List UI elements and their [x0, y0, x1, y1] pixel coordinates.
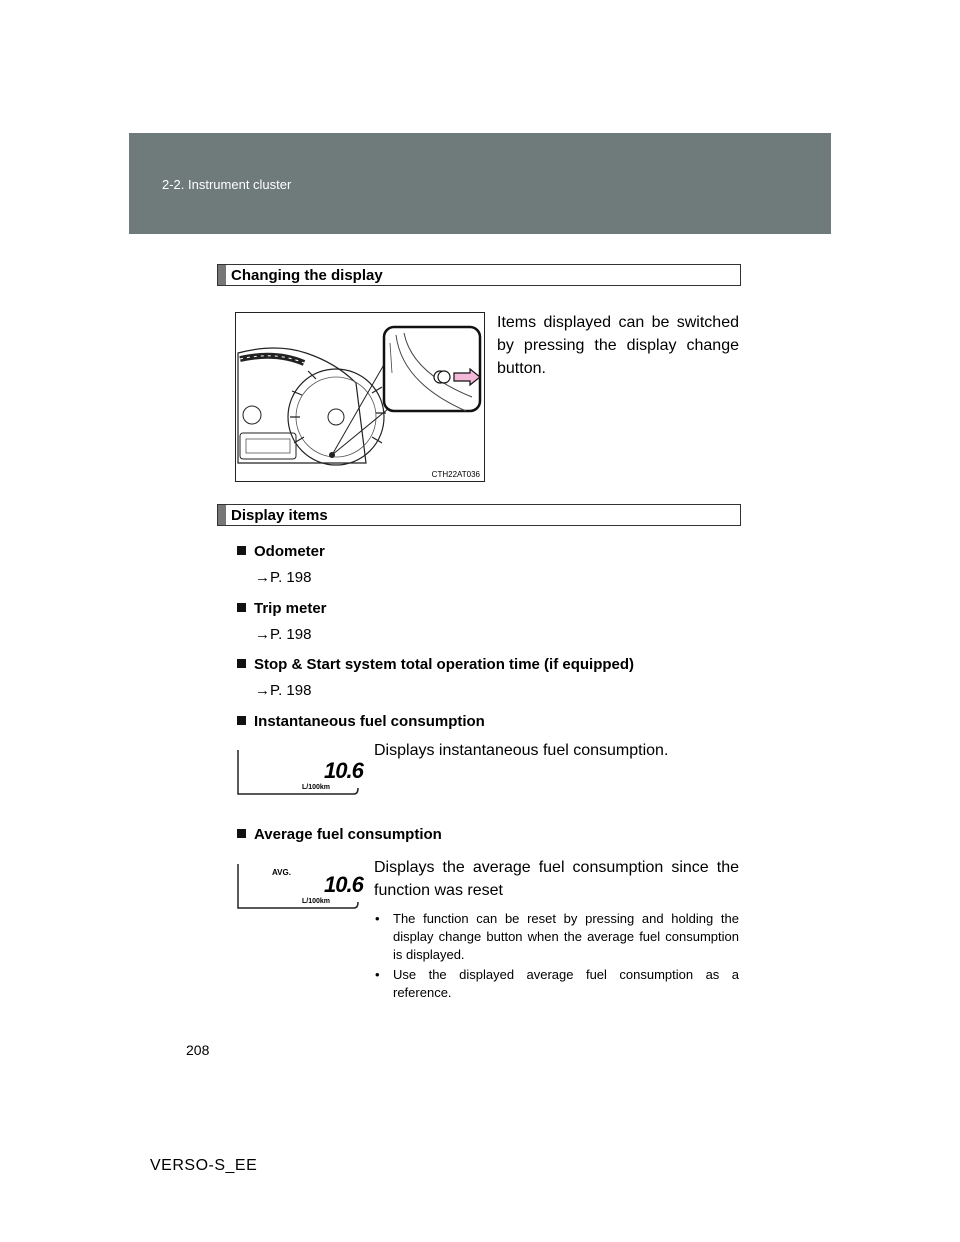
square-bullet-icon: [237, 829, 246, 838]
arrow-icon: →: [255, 626, 270, 643]
chapter-header: [129, 133, 831, 234]
lcd-unit: L/100km: [302, 784, 331, 791]
item-instantaneous-fuel: [237, 713, 485, 730]
item-label: Stop & Start system total operation time (if equipped): [254, 656, 635, 673]
average-notes: [375, 910, 739, 1004]
heading-accent-bar: [218, 505, 226, 525]
arrow-icon: →: [255, 569, 270, 586]
note-text: The function can be reset by pressing and holding the display change button when the average fuel consumption is displayed.: [393, 911, 739, 962]
reference-text: P. 198: [270, 682, 312, 699]
section-heading-changing-display: [217, 264, 741, 286]
note-text: Use the displayed average fuel consumption as a reference.: [393, 967, 739, 1000]
list-item: • Use the displayed average fuel consumption as a reference.: [375, 967, 739, 1000]
page-reference: [255, 682, 311, 699]
item-odometer: [237, 543, 325, 560]
section-heading-display-items: [217, 504, 741, 526]
item-label: Average fuel consumption: [254, 826, 442, 843]
reference-text: P. 198: [270, 569, 312, 586]
page-number: 208: [186, 1042, 210, 1058]
lcd-value: 10.6: [324, 872, 363, 897]
right-arrow-icon: [452, 367, 482, 387]
item-label: Trip meter: [254, 600, 327, 617]
instantaneous-desc: Displays instantaneous fuel consumption.: [374, 742, 669, 759]
instrument-cluster-illustration: [235, 312, 485, 482]
model-code: VERSO-S_EE: [150, 1157, 258, 1174]
cluster-drawing: [236, 313, 484, 481]
section-title: Display items: [231, 507, 328, 524]
page-reference: [255, 569, 311, 586]
lcd-average: [236, 862, 363, 912]
arrow-icon: →: [255, 682, 270, 699]
square-bullet-icon: [237, 546, 246, 555]
lcd-value: 10.6: [324, 758, 363, 783]
square-bullet-icon: [237, 716, 246, 725]
breadcrumb: 2-2. Instrument cluster: [162, 177, 292, 192]
item-average-fuel: [237, 826, 442, 843]
lcd-avg-label: AVG.: [272, 868, 291, 877]
average-desc: Displays the average fuel consumption since the function was reset: [374, 859, 739, 899]
square-bullet-icon: [237, 603, 246, 612]
changing-display-text: Items displayed can be switched by pressing the display change button.: [497, 314, 739, 377]
reference-text: P. 198: [270, 626, 312, 643]
lcd-unit: L/100km: [302, 898, 331, 905]
section-title: Changing the display: [231, 267, 383, 284]
list-item: • The function can be reset by pressing and holding the display change button when the average fuel consumption is displayed.: [375, 911, 739, 962]
page-reference: [255, 626, 311, 643]
heading-accent-bar: [218, 265, 226, 285]
item-trip-meter: [237, 600, 327, 617]
item-stop-start: [237, 656, 634, 673]
square-bullet-icon: [237, 659, 246, 668]
item-label: Instantaneous fuel consumption: [254, 713, 485, 730]
item-label: Odometer: [254, 543, 325, 560]
lcd-instantaneous: [236, 748, 363, 798]
figure-code: CTH22AT036: [431, 470, 480, 479]
